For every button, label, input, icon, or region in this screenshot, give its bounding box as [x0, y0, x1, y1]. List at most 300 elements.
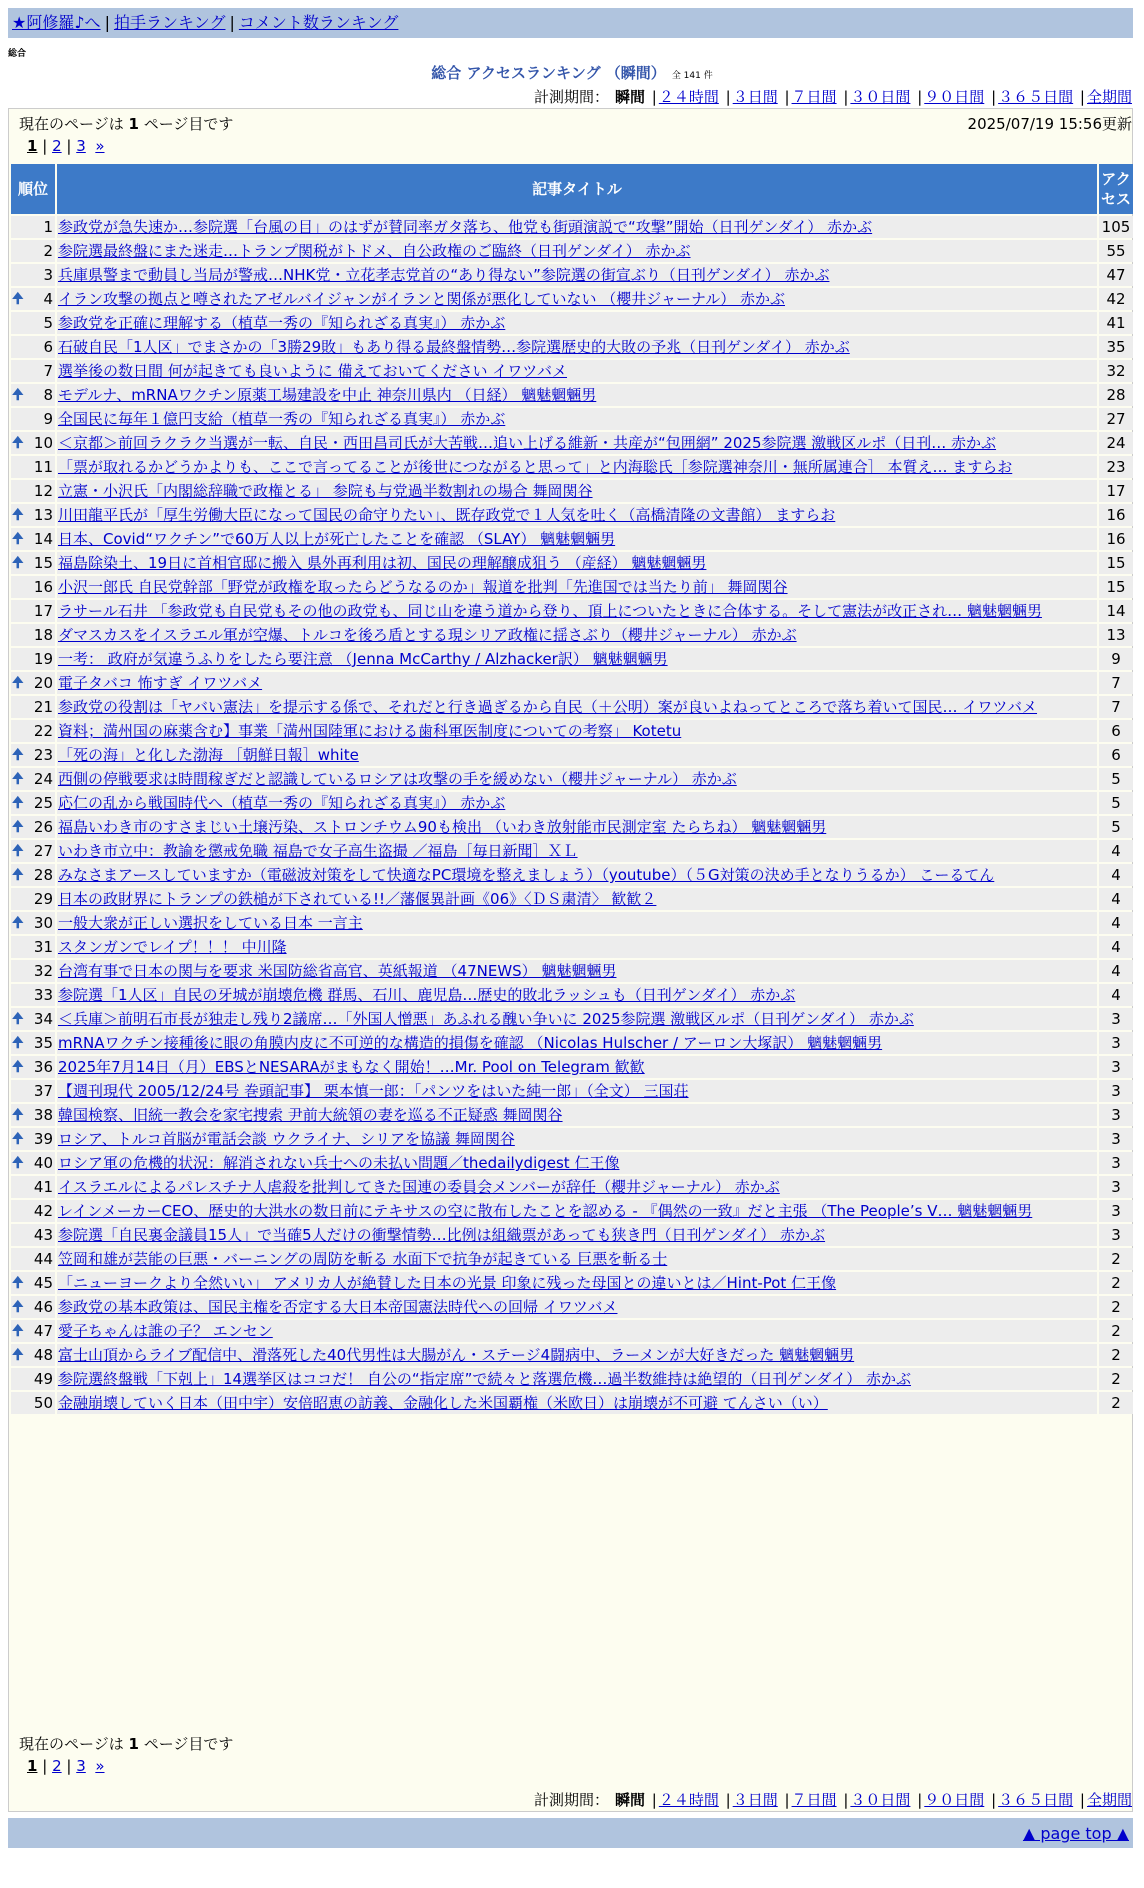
table-row	[11, 1368, 1133, 1390]
article-title-link[interactable]: 川田龍平氏が「厚生労働大臣になって国民の命守りたい」、既存政党で１人気を吐く（高橋清隆の文書館） ますらお	[58, 506, 836, 524]
nav-separator: |	[229, 13, 235, 32]
access-count: 4	[1099, 984, 1133, 1006]
article-title-link[interactable]: 小沢一郎氏 自民党幹部「野党が政権を取ったらどうなるのか」報道を批判「先進国では当たり前」 舞岡関谷	[58, 578, 788, 596]
article-title-link[interactable]: 電子タバコ 怖すぎ イワツバメ	[58, 674, 263, 692]
article-title-link[interactable]: 富士山頂からライブ配信中、滑落死した40代男性は大腸がん・ステージ4闘病中、ラーメンが大好きだった 魑魅魍魎男	[58, 1346, 855, 1364]
pager-next[interactable]: »	[95, 137, 105, 155]
article-title-link[interactable]: レインメーカーCEO、歴史的大洪水の数日前にテキサスの空に散布したことを認める - 『偶然の一致』だと主張 （The People’s V… 魑魅魍魎男	[58, 1202, 1033, 1220]
table-row	[11, 216, 1133, 238]
access-count: 32	[1099, 360, 1133, 382]
rank-cell	[11, 816, 55, 838]
article-title-link[interactable]: 参院選最終盤にまた迷走…トランプ関税がトドメ、自公政権のご臨終（日刊ゲンダイ） 赤かぶ	[58, 242, 691, 260]
title-cell	[57, 360, 1097, 382]
rank-up-arrow-icon: 🠉	[12, 531, 24, 547]
title-cell	[57, 1248, 1097, 1270]
article-title-link[interactable]: 参院選「自民裏金議員15人」で当確5人だけの衝撃情勢…比例は組織票があっても狭き門（日刊ゲンダイ） 赤かぶ	[58, 1226, 826, 1244]
table-row	[11, 1272, 1133, 1294]
access-count: 16	[1099, 528, 1133, 550]
access-count: 2	[1099, 1368, 1133, 1390]
rank-cell	[11, 600, 55, 622]
table-row	[11, 1056, 1133, 1078]
table-row	[11, 504, 1133, 526]
table-row	[11, 1200, 1133, 1222]
table-row	[11, 912, 1133, 934]
title-cell	[57, 1296, 1097, 1318]
article-title-link[interactable]: ＜京都＞前回ラクラク当選が一転、自民・西田昌司氏が大苦戦…追い上げる維新・共産が“包囲網” 2025参院選 激戦区ルポ（日刊… 赤かぶ	[58, 434, 997, 452]
period-3d-link[interactable]: ３日間	[732, 1791, 778, 1809]
title-cell	[57, 480, 1097, 502]
access-count: 3	[1099, 1056, 1133, 1078]
rank-number: 6	[43, 338, 53, 356]
rank-number: 17	[33, 602, 53, 620]
access-count: 4	[1099, 864, 1133, 886]
page-title: 総合 アクセスランキング （瞬間）	[431, 64, 666, 82]
access-count: 15	[1099, 552, 1133, 574]
rank-number: 29	[33, 890, 53, 908]
access-count: 24	[1099, 432, 1133, 454]
title-cell	[57, 1056, 1097, 1078]
article-title-link[interactable]: 日本の政財界にトランプの鉄槌が下されている!!／藩偃異計画《06》〈ＤＳ粛清〉 歓歓２	[58, 890, 657, 908]
period-separator: |	[651, 88, 657, 106]
rank-cell	[11, 1344, 55, 1366]
rank-cell	[11, 1272, 55, 1294]
access-count: 3	[1099, 1224, 1133, 1246]
article-title-link[interactable]: いわき市立中：教諭を懲戒免職 福島で女子高生盗撮 ／福島［毎日新聞］ＸＬ	[58, 842, 578, 860]
rank-up-arrow-icon: 🠉	[12, 1323, 24, 1339]
rank-number: 7	[43, 362, 53, 380]
rank-cell	[11, 456, 55, 478]
period-separator: |	[1079, 88, 1085, 106]
page-top-link[interactable]: ▲ page top ▲	[1022, 1824, 1129, 1843]
access-count: 6	[1099, 720, 1133, 742]
period-24h-link[interactable]: ２４時間	[658, 1791, 719, 1809]
rank-cell	[11, 1080, 55, 1102]
rank-cell	[11, 1176, 55, 1198]
rank-cell	[11, 768, 55, 790]
access-count: 2	[1099, 1392, 1133, 1414]
rank-number: 4	[43, 290, 53, 308]
article-title-link[interactable]: 韓国検察、旧統一教会を家宅捜索 尹前大統領の妻を巡る不正疑惑 舞岡関谷	[58, 1106, 563, 1124]
table-row	[11, 1392, 1133, 1414]
title-cell	[57, 696, 1097, 718]
title-cell	[57, 864, 1097, 886]
rank-number: 43	[33, 1226, 53, 1244]
rank-cell	[11, 1248, 55, 1270]
period-separator: |	[784, 1791, 790, 1809]
title-cell	[57, 1392, 1097, 1414]
title-cell	[57, 1224, 1097, 1246]
table-row	[11, 696, 1133, 718]
rank-cell	[11, 840, 55, 862]
access-count: 105	[1099, 216, 1133, 238]
title-cell	[57, 552, 1097, 574]
home-link[interactable]: ★阿修羅♪へ	[12, 13, 101, 32]
article-title-link[interactable]: 参政党の基本政策は、国民主権を否定する大日本帝国憲法時代への回帰 イワツバメ	[58, 1298, 618, 1316]
access-header: アクセス	[1099, 164, 1133, 214]
table-row	[11, 360, 1133, 382]
article-title-link[interactable]: 2025年7月14日（月）EBSとNESARAがまもなく開始！…Mr. Pool on Telegram 歓歓	[58, 1058, 645, 1076]
rank-number: 38	[33, 1106, 53, 1124]
updated-timestamp: 2025/07/19 15:56更新	[967, 115, 1132, 133]
access-count: 4	[1099, 912, 1133, 934]
period-7d-link[interactable]: ７日間	[791, 88, 837, 106]
rank-up-arrow-icon: 🠉	[12, 1347, 24, 1363]
table-row	[11, 1248, 1133, 1270]
title-cell	[57, 432, 1097, 454]
access-count: 2	[1099, 1248, 1133, 1270]
table-row	[11, 1296, 1133, 1318]
table-row	[11, 384, 1133, 406]
title-cell	[57, 336, 1097, 358]
comment-ranking-link[interactable]: コメント数ランキング	[238, 13, 399, 32]
title-cell	[57, 1320, 1097, 1342]
page-info-number: 1	[128, 1735, 139, 1753]
rank-number: 44	[33, 1250, 53, 1268]
title-cell	[57, 1128, 1097, 1150]
access-count: 2	[1099, 1296, 1133, 1318]
article-title-link[interactable]: 一考： 政府が気違うふりをしたら要注意 （Jenna McCarthy / Alzhacker訳） 魑魅魍魎男	[58, 650, 668, 668]
article-title-link[interactable]: 兵庫県警まで動員し当局が警戒…NHK党・立花孝志党首の“あり得ない”参院選の街宣ぶり（日刊ゲンダイ） 赤かぶ	[58, 266, 830, 284]
title-cell	[57, 936, 1097, 958]
rank-cell	[11, 1104, 55, 1126]
rank-up-arrow-icon: 🠉	[12, 795, 24, 811]
access-count: 3	[1099, 1152, 1133, 1174]
rank-cell	[11, 1320, 55, 1342]
total-count: 全 141 件	[671, 71, 713, 81]
title-cell	[57, 1200, 1097, 1222]
title-cell	[57, 912, 1097, 934]
bottom-bar	[8, 1818, 1133, 1848]
page-heading	[0, 62, 1144, 83]
access-count: 2	[1099, 1344, 1133, 1366]
title-cell	[57, 816, 1097, 838]
rank-number: 50	[33, 1394, 53, 1412]
access-count: 23	[1099, 456, 1133, 478]
period-separator: |	[917, 88, 923, 106]
article-title-link[interactable]: ラサール石井 「参政党も自民党もその他の政党も、同じ山を違う道から登り、頂上についたときに合体する。そして憲法が改正され… 魑魅魍魎男	[58, 602, 1042, 620]
table-row	[11, 264, 1133, 286]
article-title-link[interactable]: 全国民に毎年１億円支給（植草一秀の『知られざる真実』） 赤かぶ	[58, 410, 506, 428]
article-title-link[interactable]: 資料；満州国の麻薬含む】事業「満州国陸軍における歯科軍医制度についての考察」 Kotetu	[58, 722, 682, 740]
period-current: 瞬間	[614, 88, 645, 106]
rank-cell	[11, 1032, 55, 1054]
article-title-link[interactable]: イスラエルによるパレスチナ人虐殺を批判してきた国連の委員会メンバーが辞任（櫻井ジャーナル） 赤かぶ	[58, 1178, 780, 1196]
access-count: 2	[1099, 1272, 1133, 1294]
title-cell	[57, 528, 1097, 550]
article-title-link[interactable]: 参政党が急失速か…参院選「台風の目」のはずが賛同率ガタ落ち、他党も街頭演説で“攻撃”開始（日刊ゲンダイ） 赤かぶ	[58, 218, 873, 236]
table-row	[11, 864, 1133, 886]
title-cell	[57, 576, 1097, 598]
access-count: 9	[1099, 648, 1133, 670]
category-label: 総合	[8, 49, 27, 59]
article-title-link[interactable]: 選挙後の数日間 何が起きても良いように 備えておいてください イワツバメ	[58, 362, 568, 380]
table-row	[11, 1176, 1133, 1198]
period-separator: |	[917, 1791, 923, 1809]
article-title-link[interactable]: イラン攻撃の拠点と噂されたアゼルバイジャンがイランと関係が悪化していない （櫻井ジャーナル） 赤かぶ	[58, 290, 785, 308]
rank-cell	[11, 864, 55, 886]
article-title-link[interactable]: 西側の停戦要求は時間稼ぎだと認識しているロシアは攻撃の手を緩めない（櫻井ジャーナル） 赤かぶ	[58, 770, 737, 788]
rank-cell	[11, 672, 55, 694]
rank-number: 41	[33, 1178, 53, 1196]
period-3d-link[interactable]: ３日間	[732, 88, 778, 106]
table-row	[11, 888, 1133, 910]
rank-number: 33	[33, 986, 53, 1004]
rank-number: 27	[33, 842, 53, 860]
period-365d-link[interactable]: ３６５日間	[998, 1791, 1074, 1809]
table-row	[11, 744, 1133, 766]
title-cell	[57, 768, 1097, 790]
rank-cell	[11, 792, 55, 814]
rank-number: 25	[33, 794, 53, 812]
title-cell	[57, 504, 1097, 526]
article-title-link[interactable]: ＜兵庫＞前明石市長が独走し残り2議席…「外国人憎悪」あふれる醜い争いに 2025参院選 激戦区ルポ（日刊ゲンダイ） 赤かぶ	[58, 1010, 914, 1028]
period-selector-bottom	[534, 1789, 1134, 1810]
title-cell	[57, 984, 1097, 1006]
access-count: 13	[1099, 624, 1133, 646]
rank-up-arrow-icon: 🠉	[12, 291, 24, 307]
access-count: 4	[1099, 936, 1133, 958]
table-row	[11, 312, 1133, 334]
period-30d-link[interactable]: ３０日間	[850, 88, 911, 106]
pager-separator: |	[42, 137, 48, 155]
rank-number: 48	[33, 1346, 53, 1364]
rank-number: 32	[33, 962, 53, 980]
table-row	[11, 1152, 1133, 1174]
rank-cell	[11, 984, 55, 1006]
table-row	[11, 1320, 1133, 1342]
rank-up-arrow-icon: 🠉	[12, 1059, 24, 1075]
access-count: 4	[1099, 888, 1133, 910]
access-count: 5	[1099, 768, 1133, 790]
table-row	[11, 840, 1133, 862]
title-cell	[57, 288, 1097, 310]
page-info-suffix: ページ目です	[143, 1735, 234, 1753]
access-count: 17	[1099, 480, 1133, 502]
rank-number: 9	[43, 410, 53, 428]
rank-up-arrow-icon: 🠉	[12, 387, 24, 403]
pager-page-2[interactable]: 2	[52, 137, 62, 155]
period-separator: |	[784, 88, 790, 106]
rank-number: 46	[33, 1298, 53, 1316]
table-row	[11, 768, 1133, 790]
rank-number: 11	[33, 458, 53, 476]
title-cell	[57, 1152, 1097, 1174]
period-separator: |	[843, 88, 849, 106]
rank-up-arrow-icon: 🠉	[12, 747, 24, 763]
article-title-link[interactable]: 福島除染土、19日に首相官邸に搬入 県外再利用は初、国民の理解醸成狙う （産経） 魑魅魍魎男	[58, 554, 707, 572]
rank-cell	[11, 288, 55, 310]
rank-up-arrow-icon: 🠉	[12, 555, 24, 571]
title-cell	[57, 1104, 1097, 1126]
rank-up-arrow-icon: 🠉	[12, 1131, 24, 1147]
pager-separator: |	[66, 1757, 72, 1775]
table-row	[11, 480, 1133, 502]
title-cell	[57, 624, 1097, 646]
access-count: 41	[1099, 312, 1133, 334]
period-separator: |	[1079, 1791, 1085, 1809]
rank-number: 45	[33, 1274, 53, 1292]
table-row	[11, 432, 1133, 454]
rank-number: 23	[33, 746, 53, 764]
article-title-link[interactable]: ロシア軍の危機的状況：解消されない兵士への未払い問題／thedailydigest 仁王像	[58, 1154, 620, 1172]
access-count: 27	[1099, 408, 1133, 430]
title-cell	[57, 792, 1097, 814]
table-row	[11, 600, 1133, 622]
rank-number: 3	[43, 266, 53, 284]
article-title-link[interactable]: みなさまアースしていますか（電磁波対策をして快適なPC環境を整えましょう）（youtube）（５G対策の決め手となりうるか） こーるてん	[58, 866, 995, 884]
table-row	[11, 936, 1133, 958]
table-row	[11, 792, 1133, 814]
article-title-link[interactable]: 日本、Covid“ワクチン”で60万人以上が死亡したことを確認 （SLAY） 魑魅魍魎男	[58, 530, 616, 548]
rank-cell	[11, 1200, 55, 1222]
period-selector-top	[534, 86, 1134, 107]
top-nav-links	[12, 12, 398, 34]
table-row	[11, 1224, 1133, 1246]
article-title-link[interactable]: 参院選終盤戦「下剋上」14選挙区はココだ！ 自公の“指定席”で続々と落選危機…過半数維持は絶望的（日刊ゲンダイ） 赤かぶ	[58, 1370, 911, 1388]
access-count: 35	[1099, 336, 1133, 358]
article-title-link[interactable]: 【週刊現代 2005/12/24号 巻頭記事】 栗本慎一郎：「パンツをはいた純一郎」（全文） 三国荘	[58, 1082, 689, 1100]
pager-page-3[interactable]: 3	[76, 137, 86, 155]
article-title-link[interactable]: 参政党の役割は「ヤバい憲法」を提示する係で、それだと行き過ぎるから自民（＋公明）案が良いよねってところで落ち着いて国民… イワツバメ	[58, 698, 1038, 716]
article-title-link[interactable]: 笠岡和雄が芸能の巨悪・バーニングの周防を斬る 水面下で抗争が起きている 巨悪を斬る士	[58, 1250, 668, 1268]
pager-page-3[interactable]: 3	[76, 1757, 86, 1775]
period-90d-link[interactable]: ９０日間	[924, 88, 985, 106]
article-title-link[interactable]: 「票が取れるかどうかよりも、ここで言ってることが後世につながると思って」と内海聡氏［参院選神奈川・無所属連合］ 本質え… ますらお	[58, 458, 1013, 476]
access-count: 4	[1099, 840, 1133, 862]
period-30d-link[interactable]: ３０日間	[850, 1791, 911, 1809]
article-title-link[interactable]: 愛子ちゃんは誰の子？ エンセン	[58, 1322, 273, 1340]
rank-cell	[11, 240, 55, 262]
period-365d-link[interactable]: ３６５日間	[998, 88, 1074, 106]
rank-number: 47	[33, 1322, 53, 1340]
article-title-link[interactable]: 参政党を正確に理解する（植草一秀の『知られざる真実』） 赤かぶ	[58, 314, 506, 332]
period-all-link[interactable]: 全期間	[1086, 88, 1132, 106]
rank-up-arrow-icon: 🠉	[12, 867, 24, 883]
clap-ranking-link[interactable]: 拍手ランキング	[113, 13, 226, 32]
rank-cell	[11, 1224, 55, 1246]
table-row	[11, 1008, 1133, 1030]
table-row	[11, 240, 1133, 262]
article-title-link[interactable]: 「ニューヨークより全然いい」 アメリカ人が絶賛した日本の光景 印象に残った母国との違いとは／Hint-Pot 仁王像	[58, 1274, 837, 1292]
table-row	[11, 528, 1133, 550]
rank-cell	[11, 1296, 55, 1318]
period-24h-link[interactable]: ２４時間	[658, 88, 719, 106]
rank-number: 14	[33, 530, 53, 548]
rank-up-arrow-icon: 🠉	[12, 1275, 24, 1291]
page-info-number: 1	[128, 115, 139, 133]
pager-next[interactable]: »	[95, 1757, 105, 1775]
table-row	[11, 1104, 1133, 1126]
article-title-link[interactable]: 応仁の乱から戦国時代へ（植草一秀の『知られざる真実』） 赤かぶ	[58, 794, 506, 812]
rank-number: 39	[33, 1130, 53, 1148]
access-count: 7	[1099, 672, 1133, 694]
access-count: 47	[1099, 264, 1133, 286]
rank-header: 順位	[11, 164, 55, 214]
table-row	[11, 624, 1133, 646]
article-title-link[interactable]: ロシア、トルコ首脳が電話会談 ウクライナ、シリアを協議 舞岡関谷	[58, 1130, 515, 1148]
title-cell	[57, 216, 1097, 238]
rank-cell	[11, 336, 55, 358]
rank-up-arrow-icon: 🠉	[12, 675, 24, 691]
access-count: 3	[1099, 1200, 1133, 1222]
page-info-bottom	[19, 1733, 233, 1754]
nav-separator: |	[104, 13, 110, 32]
article-title-link[interactable]: 石破自民「1人区」でまさかの「3勝29敗」もあり得る最終盤情勢…参院選歴史的大敗の予兆（日刊ゲンダイ） 赤かぶ	[58, 338, 850, 356]
article-title-link[interactable]: スタンガンでレイプ！！！ 中川隆	[58, 938, 287, 956]
access-count: 3	[1099, 1176, 1133, 1198]
page-info-suffix: ページ目です	[143, 115, 234, 133]
access-count: 42	[1099, 288, 1133, 310]
rank-up-arrow-icon: 🠉	[12, 1107, 24, 1123]
rank-cell	[11, 408, 55, 430]
table-row	[11, 960, 1133, 982]
access-count: 55	[1099, 240, 1133, 262]
table-row	[11, 288, 1133, 310]
rank-cell	[11, 360, 55, 382]
rank-number: 21	[33, 698, 53, 716]
title-cell	[57, 888, 1097, 910]
rank-number: 20	[33, 674, 53, 692]
article-title-link[interactable]: 金融崩壊していく日本（田中宇）安倍昭恵の訪義、金融化した米国覇権（米欧日）は崩壊が不可避 てんさい（い）	[58, 1394, 828, 1412]
article-title-link[interactable]: ダマスカスをイスラエル軍が空爆、トルコを後ろ盾とする現シリア政権に揺さぶり（櫻井ジャーナル） 赤かぶ	[58, 626, 797, 644]
article-title-link[interactable]: モデルナ、mRNAワクチン原薬工場建設を中止 神奈川県内 （日経） 魑魅魍魎男	[58, 386, 597, 404]
rank-number: 24	[33, 770, 53, 788]
rank-cell	[11, 1392, 55, 1414]
rank-up-arrow-icon: 🠉	[12, 819, 24, 835]
article-title-link[interactable]: 立憲・小沢氏「内閣総辞職で政権とる」 参院も与党過半数割れの場合 舞岡関谷	[58, 482, 593, 500]
period-all-link[interactable]: 全期間	[1086, 1791, 1132, 1809]
title-cell	[57, 1176, 1097, 1198]
rank-number: 12	[33, 482, 53, 500]
table-row	[11, 456, 1133, 478]
pager-separator: |	[66, 137, 72, 155]
article-title-link[interactable]: 「死の海」と化した渤海 ［朝鮮日報］white	[58, 746, 359, 764]
rank-cell	[11, 624, 55, 646]
rank-number: 42	[33, 1202, 53, 1220]
table-row	[11, 816, 1133, 838]
ranking-table	[9, 162, 1135, 1416]
title-cell	[57, 1344, 1097, 1366]
rank-number: 31	[33, 938, 53, 956]
rank-number: 37	[33, 1082, 53, 1100]
rank-number: 8	[43, 386, 53, 404]
table-header-row	[11, 164, 1133, 214]
pager-separator: |	[42, 1757, 48, 1775]
period-separator: |	[725, 1791, 731, 1809]
rank-up-arrow-icon: 🠉	[12, 1299, 24, 1315]
title-header: 記事タイトル	[57, 164, 1097, 214]
title-cell	[57, 456, 1097, 478]
period-7d-link[interactable]: ７日間	[791, 1791, 837, 1809]
rank-cell	[11, 720, 55, 742]
article-title-link[interactable]: 一般大衆が正しい選択をしている日本 一言主	[58, 914, 363, 932]
title-cell	[57, 648, 1097, 670]
article-title-link[interactable]: 福島いわき市のすさまじい土壌汚染、ストロンチウム90も検出 （いわき放射能市民測定室 たらちね） 魑魅魍魎男	[58, 818, 827, 836]
access-count: 15	[1099, 576, 1133, 598]
article-title-link[interactable]: 参院選「1人区」自民の牙城が崩壊危機 群馬、石川、鹿児島…歴史的敗北ラッシュも（日刊ゲンダイ） 赤かぶ	[58, 986, 796, 1004]
title-cell	[57, 408, 1097, 430]
rank-number: 5	[43, 314, 53, 332]
table-row	[11, 1080, 1133, 1102]
rank-number: 49	[33, 1370, 53, 1388]
article-title-link[interactable]: mRNAワクチン接種後に眼の角膜内皮に不可逆的な構造的損傷を確認 （Nicolas Hulscher / アーロン大塚訳） 魑魅魍魎男	[58, 1034, 883, 1052]
pager-page-2[interactable]: 2	[52, 1757, 62, 1775]
article-title-link[interactable]: 台湾有事で日本の関与を要求 米国防総省高官、英紙報道 （47NEWS） 魑魅魍魎男	[58, 962, 617, 980]
period-90d-link[interactable]: ９０日間	[924, 1791, 985, 1809]
title-cell	[57, 1080, 1097, 1102]
title-cell	[57, 1032, 1097, 1054]
table-row	[11, 1344, 1133, 1366]
